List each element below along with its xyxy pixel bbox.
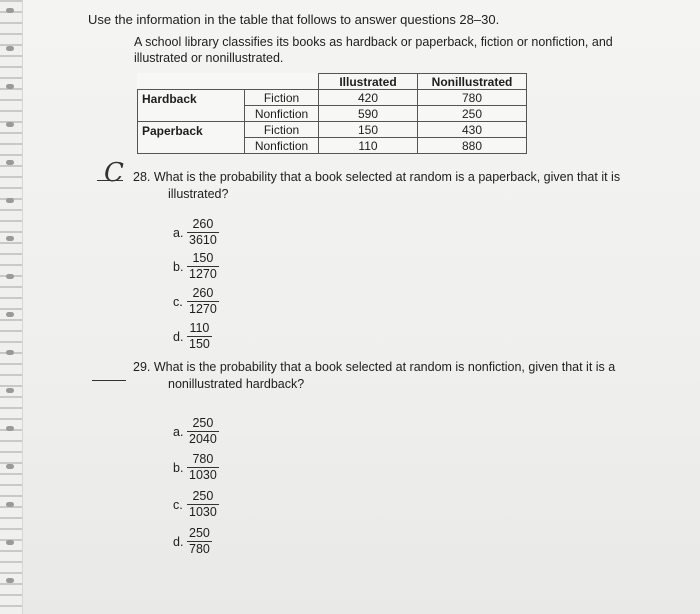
binding-hole	[6, 46, 14, 51]
numerator: 780	[192, 452, 214, 466]
numerator: 260	[192, 217, 214, 231]
binding-hole	[6, 274, 14, 279]
denominator: 780	[189, 542, 210, 556]
binding-hole	[6, 122, 14, 127]
cell-value: 880	[418, 138, 527, 154]
problem-description: A school library classifies its books as hardback or paperback, fiction or nonfiction, and illustrated or nonillustrated.	[134, 35, 613, 65]
numerator: 250	[192, 489, 214, 503]
row-category: Nonfiction	[245, 138, 319, 154]
binding-hole	[6, 540, 14, 545]
cell-value: 250	[418, 106, 527, 122]
library-data-table	[137, 73, 527, 154]
denominator: 1270	[189, 302, 217, 316]
binding-hole	[6, 160, 14, 165]
fraction	[187, 251, 219, 282]
fraction	[187, 452, 219, 483]
denominator: 2040	[189, 432, 217, 446]
question-28-text-cont: illustrated?	[168, 187, 229, 201]
denominator: 1270	[189, 267, 217, 281]
row-category: Nonfiction	[245, 106, 319, 122]
fraction	[187, 321, 212, 352]
binding-hole	[6, 198, 14, 203]
option-label: d.	[173, 534, 184, 549]
option-label: a.	[173, 225, 184, 240]
fraction	[187, 416, 219, 447]
row-category: Fiction	[245, 90, 319, 106]
cell-value: 780	[418, 90, 527, 106]
binding-hole	[6, 578, 14, 583]
binding-hole	[6, 502, 14, 507]
cell-value: 150	[319, 122, 418, 138]
spiral-binding	[0, 0, 23, 614]
binding-hole	[6, 84, 14, 89]
binding-hole	[6, 426, 14, 431]
binding-hole	[6, 8, 14, 13]
question-29-text: 29. What is the probability that a book selected at random is nonfiction, given that it is a	[133, 360, 616, 374]
option-label: c.	[173, 497, 183, 512]
header-nonillustrated: Nonillustrated	[418, 74, 527, 90]
q29-option-a[interactable]	[173, 416, 219, 447]
binding-hole	[6, 236, 14, 241]
option-label: a.	[173, 424, 184, 439]
option-label: b.	[173, 259, 184, 274]
instructions: Use the information in the table that follows to answer questions 28–30.	[88, 12, 500, 27]
numerator: 150	[192, 251, 214, 265]
denominator: 150	[189, 337, 210, 351]
binding-hole	[6, 464, 14, 469]
cell-value: 420	[319, 90, 418, 106]
binding-hole	[6, 312, 14, 317]
question-29-text-cont: nonillustrated hardback?	[168, 377, 305, 391]
option-label: c.	[173, 294, 183, 309]
answer-blank-29[interactable]	[92, 380, 126, 381]
q29-option-d[interactable]	[173, 526, 212, 557]
header-illustrated: Illustrated	[319, 74, 418, 90]
cell-value: 430	[418, 122, 527, 138]
denominator: 1030	[189, 505, 217, 519]
q28-option-b[interactable]	[173, 251, 219, 282]
denominator: 3610	[189, 233, 217, 247]
numerator: 260	[192, 286, 214, 300]
q28-option-a[interactable]	[173, 217, 219, 248]
binding-hole	[6, 350, 14, 355]
option-label: b.	[173, 460, 184, 475]
fraction	[187, 286, 219, 317]
option-label: d.	[173, 329, 184, 344]
numerator: 250	[189, 526, 210, 540]
numerator: 250	[192, 416, 214, 430]
handwritten-answer-28: C	[104, 158, 124, 188]
fraction	[187, 489, 219, 520]
row-group-hardback: Hardback	[138, 90, 245, 122]
cell-value: 110	[319, 138, 418, 154]
row-category: Fiction	[245, 122, 319, 138]
binding-hole	[6, 388, 14, 393]
numerator: 110	[189, 321, 210, 335]
denominator: 1030	[189, 468, 217, 482]
q28-option-c[interactable]	[173, 286, 219, 317]
q29-option-b[interactable]	[173, 452, 219, 483]
q29-option-c[interactable]	[173, 489, 219, 520]
fraction	[187, 217, 219, 248]
q28-option-d[interactable]	[173, 321, 212, 352]
cell-value: 590	[319, 106, 418, 122]
row-group-paperback: Paperback	[138, 122, 245, 154]
question-28-text: 28. What is the probability that a book selected at random is a paperback, given that it is	[133, 170, 621, 184]
fraction	[187, 526, 212, 557]
